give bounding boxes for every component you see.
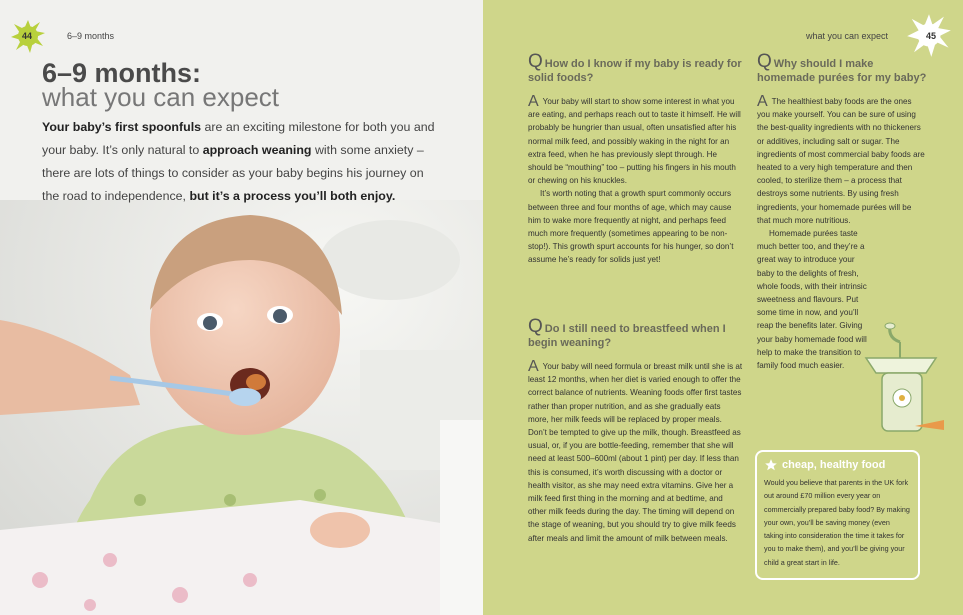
running-head: what you can expect	[806, 31, 889, 41]
answer-paragraph: The healthiest baby foods are the ones you make yourself. You can be sure of using the best-quality ingredients with no thickeners or additives, including salt or sugar. The ingredients of most commercial baby foods are heated to a very high temperature and then cooled, to sterilize them – a process that destroys some nutrients. By using fresh ingredients, your homemade purées will be that much more nutritious.	[757, 97, 925, 225]
tip-body: Would you believe that parents in the UK fork out around £70 million every year on commercially prepared baby food? By making your own, you’ll be saving money (even taking into consideration the time it takes for you to make them), and you’ll be giving your child a great start in life.	[764, 478, 910, 567]
intro-text: are an exciting milestone for both you and your baby. It’s only natural to	[42, 120, 435, 157]
intro-highlight: Your baby’s first spoonfuls	[42, 120, 202, 134]
answer-text	[528, 95, 743, 267]
question-heading	[757, 51, 927, 85]
star-icon	[764, 458, 778, 472]
page-number: 45	[926, 31, 937, 41]
question-mark: Q	[528, 316, 543, 337]
intro-text: with some anxiety – there are lots of things to consider as your baby begins his journey on the road to independence,	[42, 143, 424, 203]
tip-title	[764, 458, 911, 472]
question-mark: Q	[528, 51, 543, 72]
answer-text	[528, 360, 743, 545]
page-number: 44	[22, 31, 33, 41]
intro-paragraph	[42, 116, 442, 208]
baby-photo	[0, 200, 483, 615]
answer-paragraph: Your baby will start to show some interest in what you are eating, and perhaps reach out to taste it himself. He will probably be hungrier than usual, often unsatisfied after his normal milk feed, and possibly waking in the night for an extra feed, when he has previously slept through. He should be “mouthing” too – putting his fingers in his mouth or chewing on his knuckles.	[528, 97, 741, 186]
tip-box	[755, 450, 920, 580]
question-text: How do I know if my baby is ready for solid foods?	[528, 58, 742, 84]
running-head: 6–9 months	[67, 31, 115, 41]
question-heading	[528, 316, 743, 350]
intro-highlight: but it’s a process you’ll both enjoy.	[189, 189, 396, 203]
answer-paragraph: It’s worth noting that a growth spurt commonly occurs between three and four months of age, which may cause him to wake more frequently at night, and perhaps feed much more frequently (sometimes appearing to be non-stop!). This growth spurt accounts for his hunger, so don’t assume he’s ready for solids just yet!	[528, 189, 734, 265]
page-subtitle: what you can expect	[42, 82, 280, 112]
food-grinder-illustration	[860, 318, 944, 438]
answer-mark: A	[528, 93, 539, 110]
question-mark: Q	[757, 51, 772, 72]
page-title: 6–9 months:	[42, 58, 202, 88]
tip-title-text: cheap, healthy food	[782, 459, 886, 471]
answer-paragraph: Your baby will need formula or breast milk until she is at least 12 months, when her diet is varied enough to offer the correct balance of nutrients. Weaning foods offer first tastes rather than proper nutrition, and as she gradually eats more, her milk feeds will be replaced by proper meals. Don’t be tempted to give up the milk, though. Breastfeed as usual, or, if you are bottle-feeding, remember that she will need at least 500–600ml (about 1 pint) per day. If less than this is consumed, it’s worth discussing with a doctor or health visitor, as she may need extra vitamins. Give her a milk feed first thing in the morning and at bedtime, and other milk feeds during the day. The timing will depend on the stage of weaning, but you should try to give milk feeds after meals and limit the amount of milk between meals.	[528, 362, 743, 543]
intro-highlight: approach weaning	[202, 143, 312, 157]
answer-paragraph: Homemade purées taste much better too, and they’re a great way to introduce your baby to the delights of fresh, whole foods, with their intrinsic sweetness and flavours. Put some time in now, and you’ll reap the benefits later. Giving your baby homemade food will help to make the transition to family food much easier.	[757, 229, 867, 371]
answer-mark: A	[757, 93, 768, 110]
question-text: Do I still need to breastfeed when I begin weaning?	[528, 323, 726, 349]
question-heading	[528, 51, 743, 85]
answer-mark: A	[528, 358, 539, 375]
question-text: Why should I make homemade purées for my baby?	[757, 58, 927, 84]
